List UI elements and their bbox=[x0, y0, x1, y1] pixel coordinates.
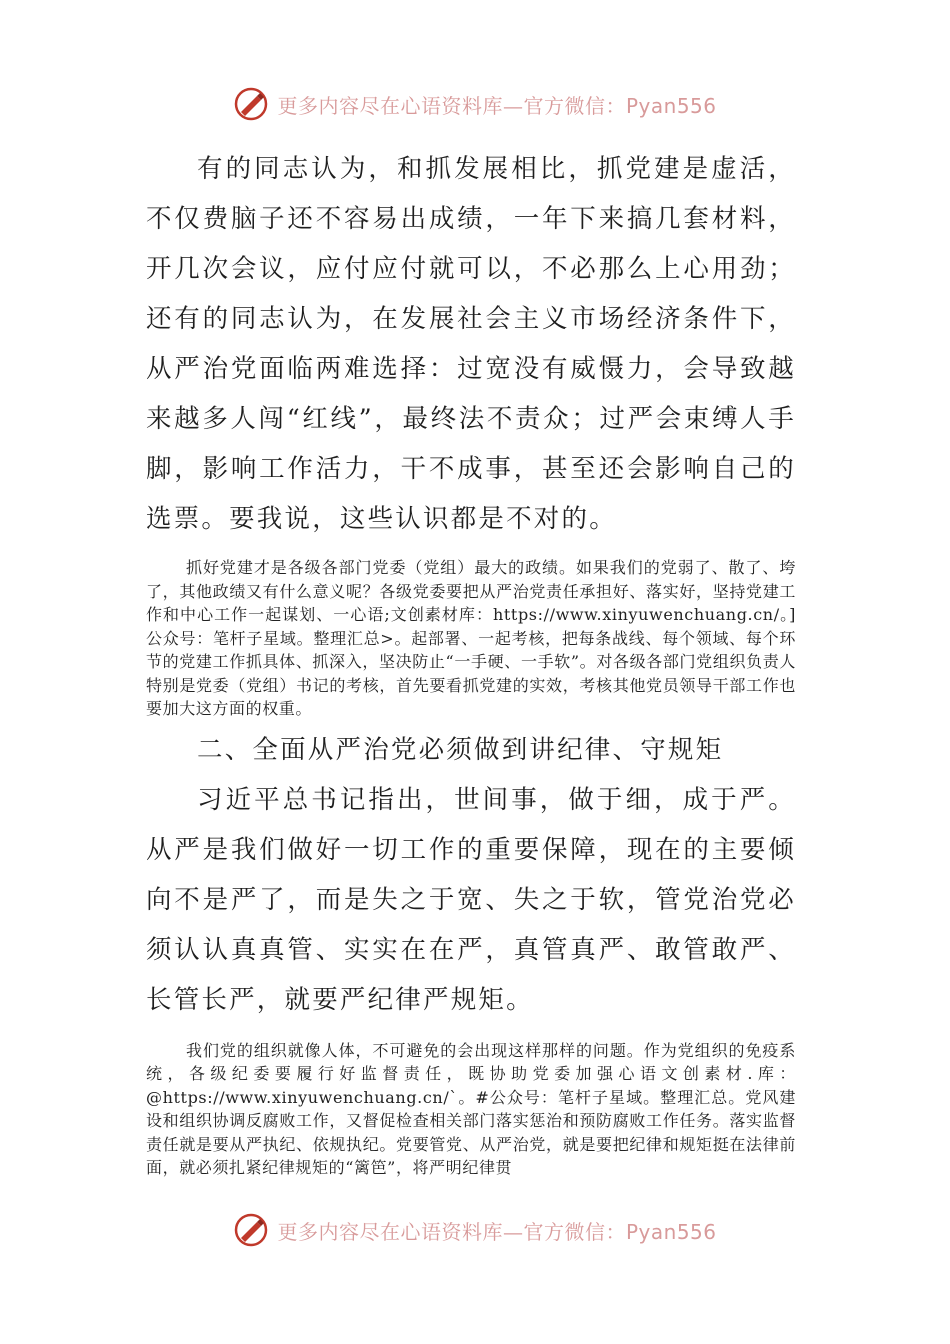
pen-logo-icon bbox=[233, 1212, 269, 1248]
footer-banner-text: 更多内容尽在心语资料库—官方微信：Pyan556 bbox=[277, 1219, 717, 1244]
header-banner-text: 更多内容尽在心语资料库—官方微信：Pyan556 bbox=[277, 93, 717, 118]
paragraph-3: 习近平总书记指出，世间事，做于细，成于严。从严是我们做好一切工作的重要保障，现在的主要倾向不是严了，而是失之于宽、失之于软，管党治党必须认认真真管、实实在在严，真管真严、敢管敢严、长管长严，就要严纪律严规矩。 bbox=[146, 784, 796, 1015]
paragraph-4: 我们党的组织就像人体，不可避免的会出现这样那样的问题。作为党组织的免疫系统，各级纪委要履行好监督责任，既协助党委加强心语文创素材.库：@https://www.xinyuwenchuang.cn/`。#公众号：笔杆子星域。整理汇总。党风建设和组织协调反腐败工作，又督促检查相关部门落实惩治和预防腐败工作任务。落实监督责任就是要从严执纪、依规执纪。党要管党、从严治党，就是要把纪律和规矩挺在法律前面，就必须扎紧纪律规矩的“篱笆”，将严明纪律贯 bbox=[146, 1040, 796, 1177]
pen-logo-icon bbox=[233, 86, 269, 122]
section-heading: 二、全面从严治党必须做到讲纪律、守规矩 bbox=[197, 734, 724, 765]
footer-banner bbox=[0, 1208, 950, 1252]
paragraph-1: 有的同志认为，和抓发展相比，抓党建是虚活，不仅费脑子还不容易出成绩，一年下来搞几套材料，开几次会议，应付应付就可以，不必那么上心用劲；还有的同志认为，在发展社会主义市场经济条件下，从严治党面临两难选择：过宽没有威慑力，会导致越来越多人闯“红线”，最终法不责众；过严会束缚人手脚，影响工作活力，干不成事，甚至还会影响自己的选票。要我说，这些认识都是不对的。 bbox=[146, 154, 796, 534]
paragraph-2: 抓好党建才是各级各部门党委（党组）最大的政绩。如果我们的党弱了、散了、垮了，其他政绩又有什么意义呢？各级党委要把从严治党责任承担好、落实好，坚持党建工作和中心工作一起谋划、一心语;文创素材库：https://www.xinyuwenchuang.cn/。]公众号：笔杆子星域。整理汇总>。起部署、一起考核，把每条战线、每个领域、每个环节的党建工作抓具体、抓深入，坚决防止“一手硬、一手软”。对各级各部门党组织负责人特别是党委（党组）书记的考核，首先要看抓党建的实效，考核其他党员领导干部工作也要加大这方面的权重。 bbox=[146, 558, 796, 718]
document-body bbox=[146, 144, 796, 1180]
header-banner bbox=[0, 82, 950, 126]
